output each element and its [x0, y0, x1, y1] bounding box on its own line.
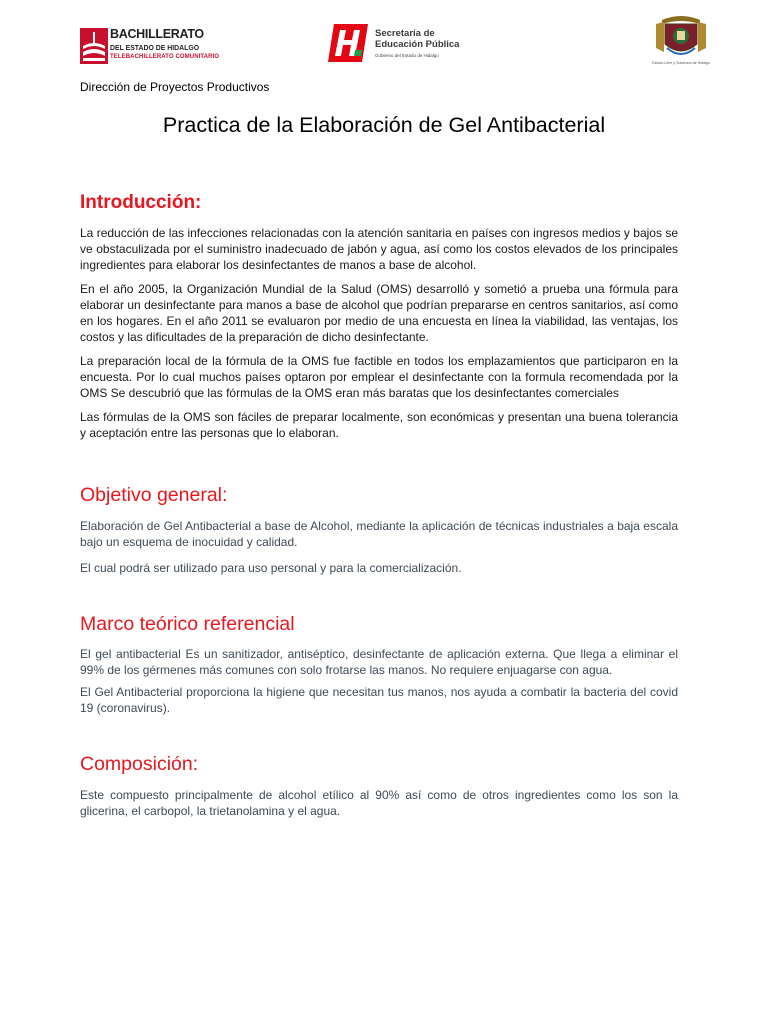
paragraph: En el año 2005, la Organización Mundial de la Salud (OMS) desarrolló y sometió a prueba una fórmula para elaborar un desinfectante para manos a base de alcohol que podrían prepararse en centros sanitarios, así como en los hogares. En el año 2011 se evaluaron por medio de una encuesta en línea la viabilidad, las ventajas, los costos y las dificultades de la preparación de dicho desinfectante.: [80, 282, 678, 344]
paragraph: Este compuesto principalmente de alcohol etílico al 90% así como de otros ingredientes como los son la glicerina, el carbopol, la trietanolamina y el agua.: [80, 788, 678, 818]
sep-logo-line2: Educación Pública: [375, 39, 460, 50]
bachillerato-logo-line2: DEL ESTADO DE HIDALGO: [110, 43, 200, 52]
coat-of-arms-caption: Estado Libre y Soberano de Hidalgo: [652, 61, 710, 65]
bachillerato-logo-line3: TELEBACHILLERATO COMUNITARIO: [110, 54, 220, 60]
paragraph: El gel antibacterial Es un sanitizador, antiséptico, desinfectante de aplicación externa. Que llega a eliminar el 99% de los gérmenes más comunes con solo frotarse las manos. No requiere enjuagarse con agua.: [80, 647, 678, 677]
bachillerato-logo: [80, 25, 220, 69]
sep-logo: [328, 24, 468, 68]
paragraph: La reducción de las infecciones relacionadas con la atención sanitaria en países con ingresos medios y bajos se ve obstaculizada por el suministro inadecuado de jabón y agua, así como los costos elevados de los principales ingredientes para elaborar los desinfectantes de manos a base de alcohol.: [80, 226, 678, 272]
coat-of-arms-logo: [652, 14, 710, 74]
book-logo-icon: [80, 28, 108, 64]
section-introduccion: [80, 191, 678, 441]
paragraph: La preparación local de la fórmula de la OMS fue factible en todos los emplazamientos que participaron en la encuesta. Por lo cual muchos países optaron por emplear el desinfectante con la formula recomendada por la OMS Se descubrió que las fórmulas de la OMS eran más baratas que los desinfectantes comerciales: [80, 354, 678, 400]
section-heading: Introducción:: [80, 192, 202, 213]
paragraph: El cual podrá ser utilizado para uso personal y para la comercialización.: [80, 561, 462, 575]
page-title: Practica de la Elaboración de Gel Antibacterial: [162, 113, 606, 137]
paragraph: Las fórmulas de la OMS son fáciles de preparar localmente, son económicas y presentan una buena tolerancia y aceptación entre las personas que lo elaboran.: [80, 410, 678, 440]
sep-logo-line3: Gobierno del Estado de Hidalgo: [375, 53, 439, 58]
coat-of-arms-icon: [652, 14, 710, 60]
department-label: Dirección de Proyectos Productivos: [80, 80, 270, 94]
paragraph: El Gel Antibacterial proporciona la higiene que necesitan tus manos, nos ayuda a combatir la bacteria del covid 19 (coronavirus).: [80, 685, 678, 715]
hidalgo-h-logo-icon: [328, 24, 368, 62]
section-marco-teorico: [80, 612, 678, 716]
section-composicion: [80, 752, 678, 819]
section-heading: Marco teórico referencial: [80, 613, 295, 635]
document-body: [80, 191, 678, 819]
sep-logo-line1: Secretaría de: [375, 28, 435, 39]
paragraph: Elaboración de Gel Antibacterial a base de Alcohol, mediante la aplicación de técnicas industriales a baja escala bajo un esquema de inocuidad y calidad.: [80, 519, 678, 549]
bachillerato-logo-line1: BACHILLERATO: [110, 27, 204, 41]
section-heading: Composición:: [80, 753, 199, 775]
section-heading: Objetivo general:: [80, 484, 228, 506]
section-objetivo-general: [80, 483, 678, 576]
